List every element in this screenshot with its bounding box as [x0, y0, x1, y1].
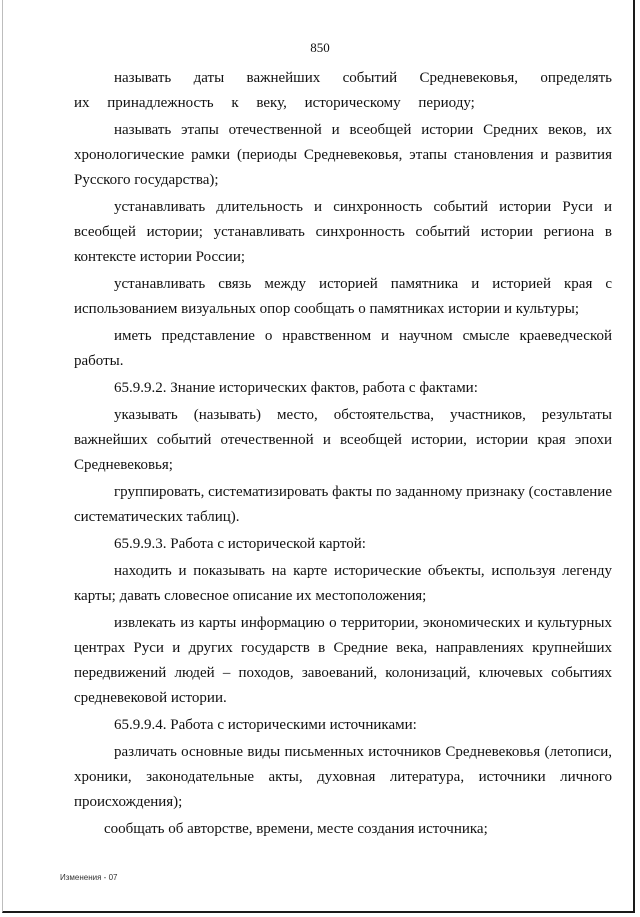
footer-note: Изменения - 07 — [60, 873, 118, 882]
paragraph: находить и показывать на карте исторические объекты, используя легенду карты; давать словесное описание их местоположения; — [74, 563, 612, 604]
paragraph: называть даты важнейших событий Средневековья, определять их принадлежность к веку, историческому периоду; — [74, 70, 612, 111]
section-heading: 65.9.9.4. Работа с историческими источниками: — [114, 717, 417, 733]
paragraph: группировать, систематизировать факты по заданному признаку (составление систематических таблиц). — [74, 484, 612, 525]
paragraph: называть этапы отечественной и всеобщей истории Средних веков, их хронологические рамки (периоды Средневековья, этапы становления и развития Русского государства); — [74, 122, 612, 188]
paragraph: извлекать из карты информацию о территории, экономических и культурных центрах Руси и других государств в Средние века, направлениях крупнейших передвижений людей – походов, завоеваний, колонизаций, ключевых событиях средневековой истории. — [74, 615, 612, 706]
section-heading: 65.9.9.2. Знание исторических фактов, работа с фактами: — [114, 380, 478, 396]
paragraph: устанавливать связь между историей памятника и историей края с использованием визуальных опор сообщать о памятниках истории и культуры; — [74, 276, 612, 317]
section-heading: 65.9.9.3. Работа с исторической картой: — [114, 536, 366, 552]
paragraph: иметь представление о нравственном и научном смысле краеведческой работы. — [74, 328, 612, 369]
paragraph: сообщать об авторстве, времени, месте создания источника; — [104, 821, 488, 837]
paragraph: различать основные виды письменных источников Средневековья (летописи, хроники, законодательные акты, духовная литература, источники личного происхождения); — [74, 744, 612, 810]
document-body — [74, 66, 612, 844]
paragraph: устанавливать длительность и синхронность событий истории Руси и всеобщей истории; устанавливать синхронность событий истории региона в контексте истории России; — [74, 199, 612, 265]
paragraph: указывать (называть) место, обстоятельства, участников, результаты важнейших событий отечественной и всеобщей истории, истории края эпохи Средневековья; — [74, 407, 612, 473]
page-number: 850 — [310, 40, 330, 55]
